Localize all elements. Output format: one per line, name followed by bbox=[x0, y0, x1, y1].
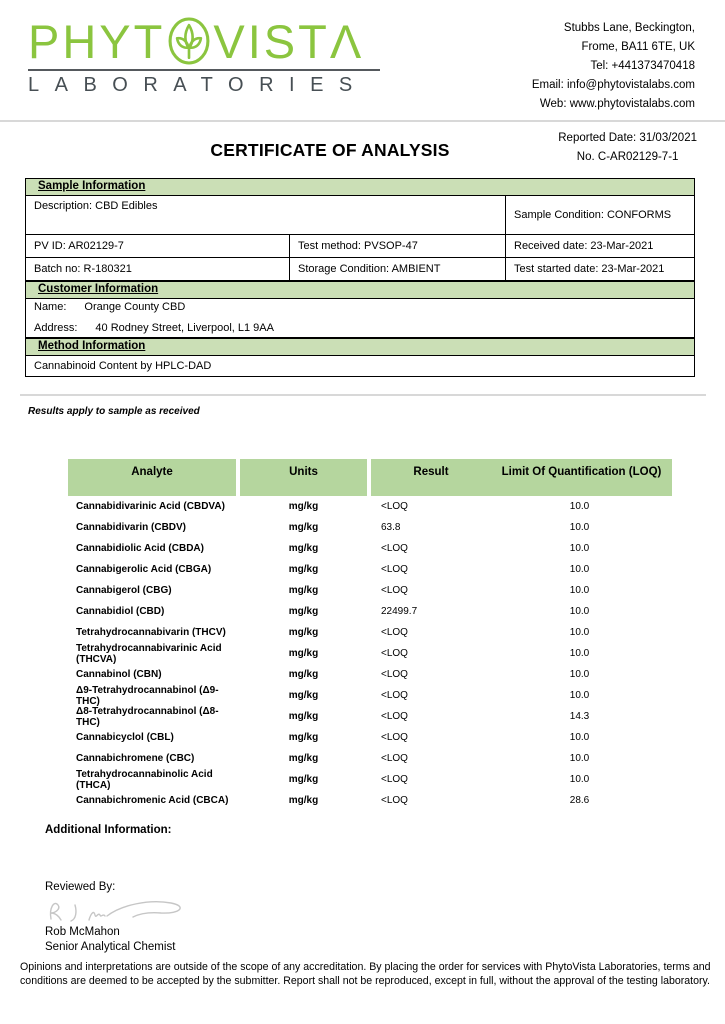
contact-email: Email: info@phytovistalabs.com bbox=[531, 79, 695, 91]
phytovista-logo bbox=[28, 16, 384, 97]
results-table bbox=[68, 459, 672, 811]
customer-address-label: Address: bbox=[34, 322, 78, 334]
analyte-cell: Cannabicyclol (CBL) bbox=[76, 732, 174, 743]
analyte-cell: Cannabigerolic Acid (CBGA) bbox=[76, 564, 212, 575]
units-cell: mg/kg bbox=[288, 564, 319, 575]
loq-cell: 10.0 bbox=[569, 501, 590, 512]
info-sections bbox=[25, 178, 695, 377]
logo-text-vista: VISTΛ bbox=[213, 14, 365, 68]
contact-address-line2: Frome, BA11 6TE, UK bbox=[581, 41, 695, 53]
analyte-cell: Tetrahydrocannabivarinic Acid (THCVA) bbox=[76, 642, 222, 665]
loq-cell: 10.0 bbox=[569, 669, 590, 680]
analyte-cell: Cannabidivarinic Acid (CBDVA) bbox=[76, 501, 225, 512]
analyte-cell: Cannabinol (CBN) bbox=[76, 669, 162, 680]
result-cell: <LOQ bbox=[381, 711, 408, 722]
contact-address-line1: Stubbs Lane, Beckington, bbox=[563, 22, 695, 34]
loq-cell: 14.3 bbox=[569, 711, 590, 722]
result-cell: <LOQ bbox=[381, 753, 408, 764]
loq-cell: 10.0 bbox=[569, 627, 590, 638]
result-cell: <LOQ bbox=[381, 795, 408, 806]
sample-information-table bbox=[25, 196, 695, 281]
table-row bbox=[68, 748, 672, 769]
units-cell: mg/kg bbox=[288, 669, 319, 680]
logo-wordmark bbox=[28, 16, 384, 66]
table-row bbox=[68, 496, 672, 517]
loq-cell: 10.0 bbox=[569, 774, 590, 785]
units-cell: mg/kg bbox=[288, 585, 319, 596]
customer-address-value: 40 Rodney Street, Liverpool, L1 9AA bbox=[95, 322, 274, 334]
report-number: No. C-AR02129-7-1 bbox=[576, 151, 679, 163]
units-cell: mg/kg bbox=[288, 522, 319, 533]
result-cell: <LOQ bbox=[381, 732, 408, 743]
customer-information-header: Customer Information bbox=[25, 281, 695, 299]
report-meta bbox=[558, 129, 697, 167]
header-result: Result bbox=[371, 459, 491, 496]
signature bbox=[45, 895, 725, 925]
loq-cell: 10.0 bbox=[569, 606, 590, 617]
method-information-header: Method Information bbox=[25, 338, 695, 356]
units-cell: mg/kg bbox=[288, 795, 319, 806]
customer-name-label: Name: bbox=[34, 301, 67, 313]
logo-divider bbox=[28, 69, 380, 71]
sample-info-row-3 bbox=[26, 257, 694, 280]
signature-icon bbox=[45, 895, 200, 925]
sample-description: Description: CBD Edibles bbox=[34, 200, 158, 212]
logo-text-phyt: PHYT bbox=[28, 14, 166, 68]
test-method: Test method: PVSOP-47 bbox=[289, 235, 505, 257]
loq-cell: 10.0 bbox=[569, 564, 590, 575]
loq-cell: 10.0 bbox=[569, 690, 590, 701]
analyte-cell: Cannabichromenic Acid (CBCA) bbox=[76, 795, 229, 806]
results-note: Results apply to sample as received bbox=[28, 406, 200, 417]
analyte-cell: Cannabidivarin (CBDV) bbox=[76, 522, 187, 533]
result-cell: <LOQ bbox=[381, 585, 408, 596]
result-cell: <LOQ bbox=[381, 543, 408, 554]
units-cell: mg/kg bbox=[288, 774, 319, 785]
section-divider-line bbox=[20, 394, 706, 396]
units-cell: mg/kg bbox=[288, 627, 319, 638]
table-row bbox=[68, 706, 672, 727]
table-row bbox=[68, 790, 672, 811]
method-information-box bbox=[25, 356, 695, 377]
header bbox=[0, 0, 725, 122]
units-cell: mg/kg bbox=[288, 543, 319, 554]
loq-cell: 10.0 bbox=[569, 543, 590, 554]
table-row bbox=[68, 643, 672, 664]
result-cell: <LOQ bbox=[381, 669, 408, 680]
analyte-cell: Tetrahydrocannabinolic Acid (THCA) bbox=[76, 768, 213, 791]
test-started-date: Test started date: 23-Mar-2021 bbox=[505, 258, 694, 280]
result-cell: <LOQ bbox=[381, 774, 408, 785]
sample-condition: Sample Condition: CONFORMS bbox=[505, 196, 694, 234]
table-row bbox=[68, 727, 672, 748]
contact-tel: Tel: +441373470418 bbox=[590, 60, 695, 72]
review-block bbox=[45, 881, 725, 955]
certificate-title: CERTIFICATE OF ANALYSIS bbox=[210, 140, 450, 160]
result-cell: <LOQ bbox=[381, 648, 408, 659]
units-cell: mg/kg bbox=[288, 711, 319, 722]
result-cell: <LOQ bbox=[381, 690, 408, 701]
result-cell: <LOQ bbox=[381, 627, 408, 638]
table-row bbox=[68, 622, 672, 643]
header-analyte: Analyte bbox=[68, 459, 236, 496]
units-cell: mg/kg bbox=[288, 732, 319, 743]
loq-cell: 10.0 bbox=[569, 753, 590, 764]
contact-web: Web: www.phytovistalabs.com bbox=[539, 98, 695, 110]
batch-no: Batch no: R-180321 bbox=[34, 263, 132, 275]
reviewer-name: Rob McMahon bbox=[45, 926, 120, 938]
analyte-cell: Δ8-Tetrahydrocannabinol (Δ8-THC) bbox=[76, 705, 219, 728]
storage-condition: Storage Condition: AMBIENT bbox=[289, 258, 505, 280]
table-row bbox=[68, 664, 672, 685]
header-units: Units bbox=[240, 459, 367, 496]
title-row bbox=[0, 122, 725, 178]
method-description: Cannabinoid Content by HPLC-DAD bbox=[34, 360, 212, 372]
analyte-cell: Tetrahydrocannabivarin (THCV) bbox=[76, 627, 226, 638]
sample-information-header: Sample Information bbox=[25, 178, 695, 196]
units-cell: mg/kg bbox=[288, 648, 319, 659]
customer-address-row bbox=[34, 322, 686, 334]
table-row bbox=[68, 769, 672, 790]
analyte-cell: Δ9-Tetrahydrocannabinol (Δ9-THC) bbox=[76, 684, 219, 707]
loq-cell: 10.0 bbox=[569, 648, 590, 659]
analyte-cell: Cannabidiol (CBD) bbox=[76, 606, 165, 617]
header-result-loq bbox=[371, 459, 672, 496]
result-cell: <LOQ bbox=[381, 564, 408, 575]
contact-block bbox=[532, 19, 695, 114]
results-rows bbox=[68, 496, 672, 811]
reviewed-by-label: Reviewed By: bbox=[45, 881, 116, 893]
pv-id: PV ID: AR02129-7 bbox=[34, 240, 124, 252]
loq-cell: 10.0 bbox=[569, 732, 590, 743]
received-date: Received date: 23-Mar-2021 bbox=[505, 235, 694, 257]
customer-information-box bbox=[25, 299, 695, 338]
results-table-header bbox=[68, 459, 672, 496]
units-cell: mg/kg bbox=[288, 501, 319, 512]
units-cell: mg/kg bbox=[288, 753, 319, 764]
logo-subtitle: LABORATORIES bbox=[28, 74, 368, 96]
table-row bbox=[68, 559, 672, 580]
sample-info-row-description bbox=[26, 196, 694, 234]
result-cell: <LOQ bbox=[381, 501, 408, 512]
reviewer-title: Senior Analytical Chemist bbox=[45, 941, 176, 953]
table-row bbox=[68, 580, 672, 601]
header-loq: Limit Of Quantification (LOQ) bbox=[491, 459, 672, 496]
customer-name-row bbox=[34, 301, 686, 313]
additional-information-label: Additional Information: bbox=[45, 824, 172, 836]
table-row bbox=[68, 685, 672, 706]
loq-cell: 10.0 bbox=[569, 585, 590, 596]
reported-date: Reported Date: 31/03/2021 bbox=[558, 132, 697, 144]
analyte-cell: Cannabichromene (CBC) bbox=[76, 753, 195, 764]
table-row bbox=[68, 538, 672, 559]
units-cell: mg/kg bbox=[288, 606, 319, 617]
result-cell: 22499.7 bbox=[381, 606, 418, 617]
loq-cell: 10.0 bbox=[569, 522, 590, 533]
table-row bbox=[68, 517, 672, 538]
sample-info-row-2 bbox=[26, 234, 694, 257]
leaf-icon bbox=[167, 16, 211, 66]
customer-name-value: Orange County CBD bbox=[84, 301, 186, 313]
footer-disclaimer: Opinions and interpretations are outside of the scope of any accreditation. By placing the order for services with PhytoVista Laboratories, terms and conditions are deemed to be accepted by the submitter. Report shall not be reproduced, except in full, without the approval of the testing laboratory. bbox=[20, 961, 711, 987]
analyte-cell: Cannabidiolic Acid (CBDA) bbox=[76, 543, 204, 554]
units-cell: mg/kg bbox=[288, 690, 319, 701]
result-cell: 63.8 bbox=[381, 522, 401, 533]
loq-cell: 28.6 bbox=[569, 795, 590, 806]
table-row bbox=[68, 601, 672, 622]
analyte-cell: Cannabigerol (CBG) bbox=[76, 585, 172, 596]
